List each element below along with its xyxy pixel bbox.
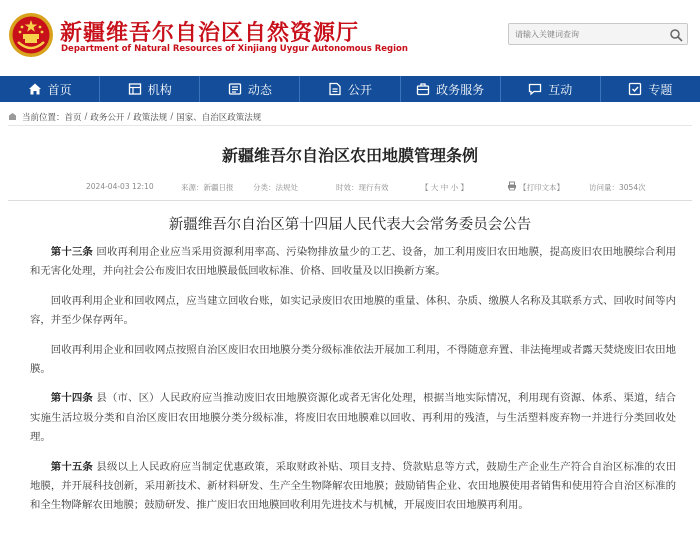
- national-emblem-icon: [8, 12, 54, 58]
- publish-date: 2024-04-03 12:10: [86, 182, 154, 191]
- divider: [8, 200, 692, 201]
- site-header: [0, 0, 700, 74]
- open-info-icon: [328, 82, 342, 96]
- article-source: 来源：新疆日报: [181, 183, 234, 192]
- search-input[interactable]: [515, 26, 665, 42]
- organization-icon: [128, 82, 142, 96]
- breadcrumb-item-open-gov[interactable]: 政务公开: [90, 112, 125, 123]
- main-nav: [0, 76, 700, 102]
- service-icon: [416, 82, 430, 96]
- nav-item-label: 动态: [247, 82, 272, 97]
- article-category: 分类：法规处: [253, 183, 298, 192]
- nav-item-interaction[interactable]: [501, 76, 601, 102]
- news-icon: [228, 82, 242, 96]
- home-icon: [28, 82, 42, 96]
- interaction-icon: [528, 82, 542, 96]
- search-box: [508, 23, 688, 45]
- article-meta: [0, 180, 700, 194]
- nav-item-organization[interactable]: [100, 76, 200, 102]
- article-clause-number: 第十五条: [50, 460, 93, 473]
- breadcrumb-separator: /: [170, 111, 174, 122]
- nav-item-topic[interactable]: [601, 76, 700, 102]
- topic-icon: [628, 82, 642, 96]
- nav-item-label: 首页: [47, 82, 72, 97]
- breadcrumb-item-national-regional[interactable]: 国家、自治区政策法规: [176, 112, 262, 123]
- site-title: 新疆维吾尔自治区自然资源厅: [60, 21, 360, 46]
- nav-item-label: 互动: [548, 82, 573, 97]
- nav-item-label: 政务服务: [436, 82, 485, 97]
- printer-icon[interactable]: [507, 181, 517, 191]
- breadcrumb-separator: /: [127, 111, 131, 122]
- article-subtitle: 新疆维吾尔自治区第十四届人民代表大会常务委员会公告: [168, 217, 532, 233]
- site-title-english: Department of Natural Resources of Xinjiang Uygur Autonomous Region: [61, 44, 408, 54]
- paragraph-text: 县级以上人民政府应当制定优惠政策，采取财政补贴、项目支持、贷款贴息等方式，鼓励生产企业生产符合自治区标准的农田地膜，并开展科技创新，采用新技术、新材料研发、生产全生物降解农田地膜；鼓励销售企业、农田地膜使用者销售和使用符合自治区标准的和全生物降解农田地膜；鼓励研发、推广废旧农田地膜回收利用先进技术与机械，开展废旧农田地膜再利用。: [30, 460, 676, 512]
- breadcrumb-item-home[interactable]: 首页: [64, 112, 82, 123]
- article-clause-number: 第十四条: [50, 392, 93, 405]
- view-count: 访问量：3054次: [589, 183, 646, 192]
- article-title: 新疆维吾尔自治区农田地膜管理条例: [221, 146, 478, 165]
- nav-item-open[interactable]: [300, 76, 400, 102]
- article-paragraph: [30, 243, 676, 282]
- nav-item-news[interactable]: [200, 76, 300, 102]
- breadcrumb-prefix: 当前位置：: [22, 112, 65, 123]
- paragraph-text: 回收再利用企业和回收网点按照自治区废旧农田地膜分类分级标准依法开展加工利用，不得随意弃置、非法掩埋或者露天焚烧废旧农田地膜。: [30, 343, 676, 376]
- nav-item-label: 专题: [648, 82, 673, 97]
- print-button[interactable]: 【打印文本】: [519, 183, 564, 192]
- breadcrumb: [8, 108, 692, 126]
- nav-item-label: 公开: [347, 82, 372, 97]
- article-paragraph: [30, 292, 676, 331]
- location-icon: [8, 112, 17, 121]
- article-paragraph: [30, 341, 676, 380]
- nav-item-service[interactable]: [401, 76, 501, 102]
- article-content: [30, 243, 676, 526]
- paragraph-text: 县（市、区）人民政府应当推动废旧农田地膜资源化或者无害化处理，根据当地实际情况，利用现有资源、体系、渠道，结合实施生活垃圾分类和自治区废旧农田地膜分类分级标准，将废旧农田地膜难以回收、再利用的残渣，与生活塑料废弃物一并进行分类回收处理。: [30, 392, 676, 444]
- article-paragraph: [30, 458, 676, 516]
- article-validity: 时效：现行有效: [336, 183, 389, 192]
- nav-item-home[interactable]: [0, 76, 100, 102]
- breadcrumb-item-policies[interactable]: 政策法规: [133, 112, 168, 123]
- search-icon[interactable]: [669, 28, 683, 42]
- paragraph-text: 回收再利用企业和回收网点，应当建立回收台账，如实记录废旧农田地膜的重量、体积、杂质、缴膜人名称及其联系方式、回收时间等内容，并至少保存两年。: [30, 294, 676, 327]
- paragraph-text: 回收再利用企业应当采用资源利用率高、污染物排放量少的工艺、设备，加工利用废旧农田地膜，提高废旧农田地膜综合利用和无害化处理，并向社会公布废旧农田地膜最低回收标准、价格、回收量及以旧换新方案。: [30, 246, 676, 278]
- breadcrumb-separator: /: [84, 111, 88, 122]
- article-paragraph: [30, 389, 676, 447]
- font-size-selector[interactable]: 【 大 中 小 】: [421, 183, 469, 192]
- article-clause-number: 第十三条: [50, 246, 93, 258]
- nav-item-label: 机构: [147, 82, 172, 97]
